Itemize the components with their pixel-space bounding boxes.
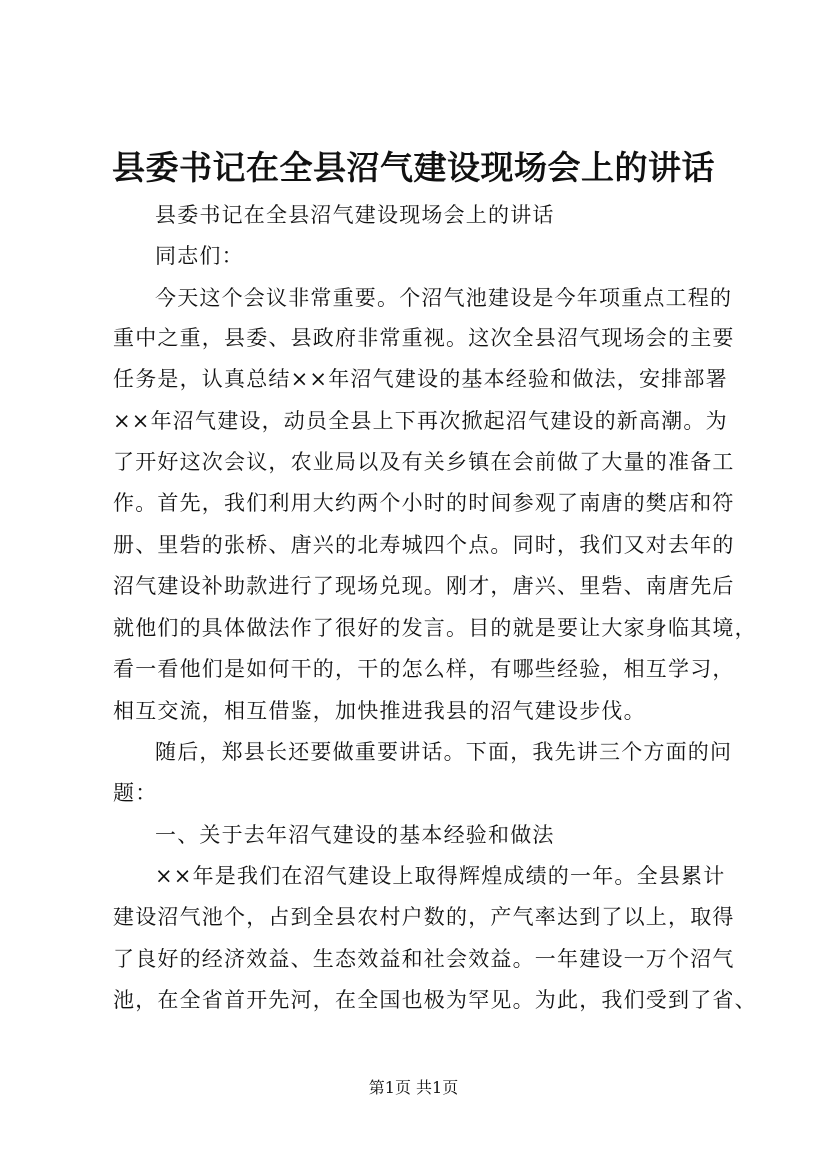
document-subtitle: 县委书记在全县沼气建设现场会上的讲话 [155, 203, 555, 227]
paragraph-line: 随后，郑县长还要做重要讲话。下面，我先讲三个方面的问 [155, 740, 733, 764]
salutation: 同志们： [155, 244, 244, 268]
paragraph-line: 了开好这次会议，农业局以及有关乡镇在会前做了大量的准备工 [113, 450, 735, 474]
paragraph-line: 就他们的具体做法作了很好的发言。目的就是要让大家身临其境， [113, 616, 757, 640]
paragraph-line: 任务是，认真总结××年沼气建设的基本经验和做法，安排部署 [113, 367, 728, 391]
paragraph-line: 重中之重，县委、县政府非常重视。这次全县沼气现场会的主要 [113, 326, 735, 350]
paragraph-line: 今天这个会议非常重要。个沼气池建设是今年项重点工程的 [155, 286, 733, 310]
paragraph-line: ××年沼气建设，动员全县上下再次掀起沼气建设的新高潮。为 [113, 409, 728, 433]
paragraph-line: 相互交流，相互借鉴，加快推进我县的沼气建设步伐。 [113, 699, 646, 723]
page-number: 第1页 共1页 [368, 1078, 459, 1097]
paragraph-line: 池，在全省首开先河，在全国也极为罕见。为此，我们受到了省、 [113, 988, 757, 1012]
paragraph-line: 作。首先，我们利用大约两个小时的时间参观了南唐的樊店和符 [113, 491, 735, 515]
document-title: 县委书记在全县沼气建设现场会上的讲话 [112, 148, 715, 187]
paragraph-line: 了良好的经济效益、生态效益和社会效益。一年建设一万个沼气 [113, 947, 735, 971]
paragraph-line: 看一看他们是如何干的，干的怎么样，有哪些经验，相互学习， [113, 657, 735, 681]
paragraph-line: 册、里砦的张桥、唐兴的北寿城四个点。同时，我们又对去年的 [113, 533, 735, 557]
paragraph-line: 建设沼气池个，占到全县农村户数的，产气率达到了以上，取得 [113, 905, 735, 929]
paragraph-line: 题： [113, 781, 158, 805]
paragraph-line: 沼气建设补助款进行了现场兑现。刚才，唐兴、里砦、南唐先后 [113, 574, 735, 598]
section-heading: 一、关于去年沼气建设的基本经验和做法 [155, 823, 555, 847]
paragraph-line: ××年是我们在沼气建设上取得辉煌成绩的一年。全县累计 [155, 864, 726, 888]
